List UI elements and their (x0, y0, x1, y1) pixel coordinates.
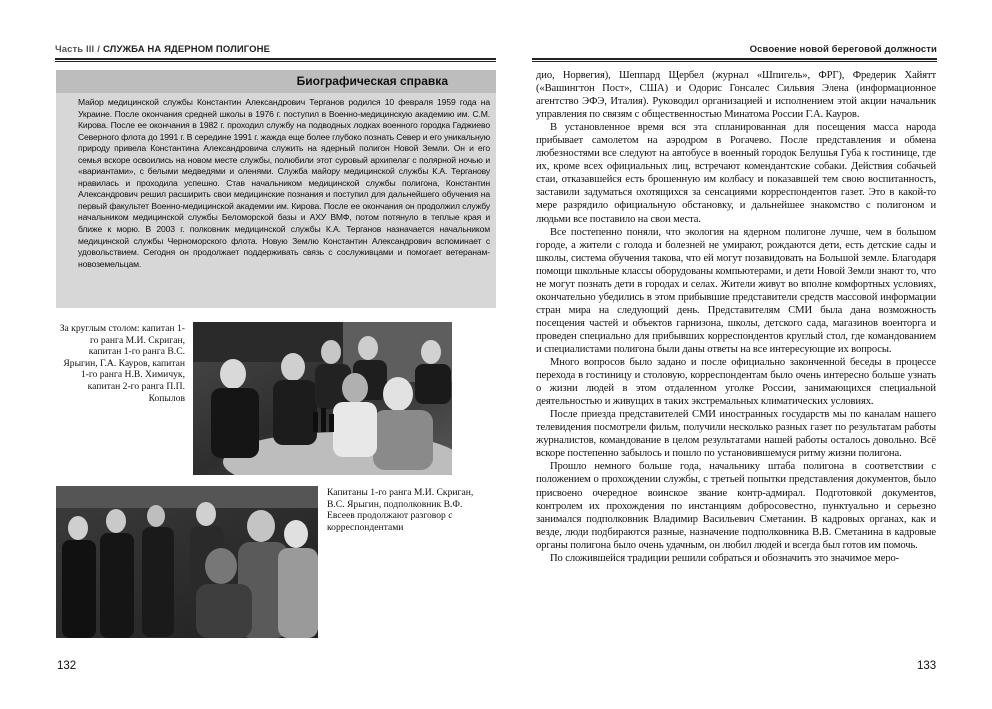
header-rule-right (532, 58, 937, 62)
photo-caption-captains: Капитаны 1-го ранга М.И. Скриган, В.С. Ярыгин, подполковник В.Ф. Евсеев продолжают разговор с корреспондентами (327, 487, 474, 533)
page-number-right: 133 (917, 660, 937, 672)
paragraph: Прошло немного больше года, начальнику штаба полигона в соответствии с положением о прохождении службы, с третьей попытки представления документов, было присвоено очередное воинское звание контр-адмирал. Подготовкой документов, контролем их прохождения по инстанциям добросовестно, пунктуально и серьезно занимался подполковник Владимир Васильевич Сметанин. В кадровых органах, как и везде, люди подбираются разные, назначение подполковника В.В. Сметанина в кадровые органы полигона было очень удачным, он любил людей и всегда был готов им помочь. (536, 461, 936, 551)
paragraph: дио, Норвегия), Шеппард Щербел (журнал «Шпигель», ФРГ), Фредерик Хайятт («Вашингтон Пост», США) и Одорис Гонсалес Сильвия Элена (информационное агентство ЭФЭ, Италия). Руководил организацией и исполнением этой акции начальник управления по связям с общественностью Минатома России Г.А. Кауров. (536, 70, 936, 121)
header-rule-left (55, 58, 496, 62)
paragraph: Много вопросов было задано и после официально законченной беседы в процессе перехода в гостиницу и столовую, корреспондентам было очень интересно больше узнать о жизни людей в этом отдаленном уголке России, занимающихся специальной деятельностью и живущих в таких экстремальных климатических условиях. (536, 357, 936, 408)
photo-caption-round-table: За круглым столом: капитан 1-го ранга М.И. Скриган, капитан 1-го ранга В.С. Ярыгин, Г.А. Кауров, капитан 1-го ранга Н.В. Химичук, капитан 2-го ранга П.П. Копылов (59, 323, 185, 404)
paragraph: После приезда представителей СМИ иностранных государств мы по каналам нашего телевидения посмотрели фильм, получили несколько разных газет по результатам работы журналистов, командование в целом результатами нашей работы осталось довольно. Всё вскоре постепенно забылось и пошло по установившемуся ритму жизни полигона. (536, 409, 936, 460)
right-page-body (536, 69, 936, 565)
chapter-title: Освоение новой береговой должности (749, 44, 937, 55)
bio-text: Майор медицинской службы Константин Александрович Терганов родился 10 февраля 1959 года на Украине. После окончания средней школы в 1976 г. поступил в Военно-медицинскую академию им. С.М. Кирова. После ее окончания в 1982 г. проходил службу на подводных лодках военного городка Гаджиево Северного флота до 1991 г. В середине 1991 г. жажда еще более глубоко познать Север и его уникальную природу привела Константина Александровича служить на ядерный полигон Новой Земли. Он и его семья вскоре освоились на новом месте службы, полюбили этот суровый архипелаг с полярной ночью и «вариантами», с белыми медведями и оленями. Служба майору медицинской службы К.А. Терганову нравилась и проходила успешно. Став начальником медицинской службы полигона, Константин Александрович решил расширить свои медицинские познания и поступил для дальнейшего обучения на первый факультет Военно-медицинской академии им. Кирова. После ее окончания он продолжил службу начальником медицинской службы Беломорской базы и АХУ ВМФ, потом потянуло в теплые края и ближе к морю. В 2003 г. полковник медицинской службы К.А. Терганов назначается начальником медицинской службы Черноморского флота. Новую Землю Константин Александрович вспоминает с удовольствием. Сегодня он продолжает поддерживать связь с сослуживцами и помогает ветеранам-новоземельцам. (78, 97, 490, 269)
part-title: СЛУЖБА НА ЯДЕРНОМ ПОЛИГОНЕ (102, 44, 271, 55)
photo-captains-with-correspondents (56, 486, 318, 638)
running-head-left (55, 44, 270, 58)
part-label: Часть III (55, 44, 95, 55)
paragraph: По сложившейся традиции решили собраться и обозначить это значимое меро- (550, 552, 900, 564)
photo-round-table (193, 322, 452, 475)
running-head-separator: / (97, 44, 100, 55)
paragraph: В установленное время вся эта спланированная для посещения масса народа прибывает самолетом на аэродром в Рогачево. После представления и обмена любезностями все следуют на автобусе в военный городок Белушья Губа к гостинице, где их, кроме всех официальных лиц, встречают комендантские собаки. Действия собачьей стаи, отказавшейся есть брошенную им колбасу и показавшей тем свою воспитанность, заставили задуматься охотящихся за сенсациями корреспондентов газет. Это в какой-то мере разрядило официальную обстановку, и дальнейшее знакомство с полигоном и людьми все поставило на свои места. (536, 122, 936, 225)
bio-title: Биографическая справка (296, 74, 448, 88)
page-number-left: 132 (57, 660, 77, 672)
bio-title-bar (56, 70, 496, 93)
paragraph: Все постепенно поняли, что экология на ядерном полигоне лучше, чем в большом городе, а жители с голода и болезней не умирают, рождаются дети, есть детские сады и школы, система обучения такова, что ей могут позавидовать на Большой земле. Благодаря помощи школьные классы оборудованы компьютерами, и дети Новой Земли знают то, что не могут познать дети в городах и селах. Жители живут во вполне комфортных условиях, окончательно убедились в этом прибывшие представители средств массовой информации стран мира на следующий день. Представителям СМИ была дана возможность посещения частей и объектов гарнизона, школы, детского сада, магазинов военторга и проведен специально для прибывших корреспондентов круглый стол, где командованием и специалистами полигона были даны ответы на все интересующие их вопросы. (536, 226, 936, 355)
running-head-right (750, 44, 937, 58)
bio-box (56, 70, 496, 308)
